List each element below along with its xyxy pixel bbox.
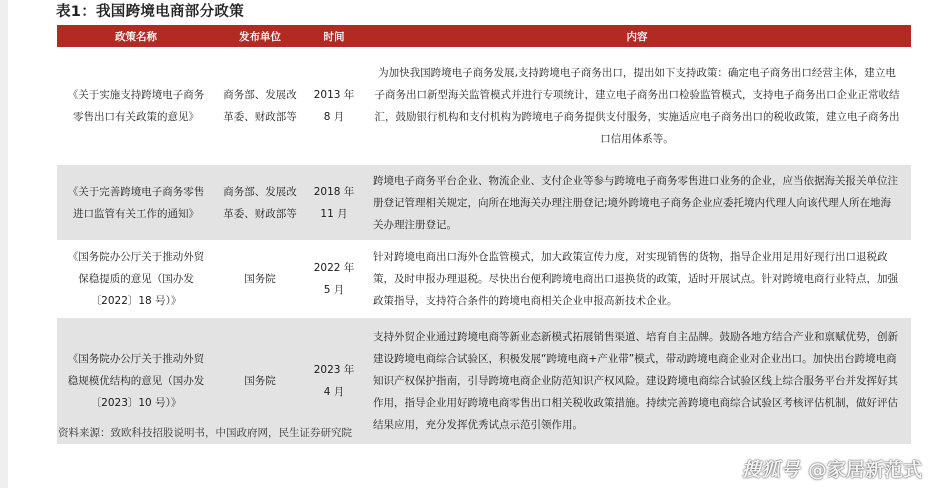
- policy-name-cell: 《国务院办公厅关于推动外贸保稳提质的意见（国办发〔2022〕18 号）》: [57, 241, 215, 318]
- policy-name-cell: 《国务院办公厅关于推动外贸稳规模优结构的意见（国办发〔2023〕10 号）》: [57, 318, 215, 445]
- watermark-logo: 搜狐号: [741, 458, 800, 481]
- policy-name-cell: 《关于实施支持跨境电子商务零售出口有关政策的意见》: [57, 47, 215, 165]
- watermark-account: @家居新范式: [807, 458, 922, 481]
- issuer-cell: 商务部、发展改革委、财政部等: [215, 165, 305, 241]
- policy-table-wrapper: [57, 25, 911, 445]
- content-cell: 支持外贸企业通过跨境电商等新业态新模式拓展销售渠道、培育自主品牌。鼓励各地方结合产业和禀赋优势，创新建设跨境电商综合试验区，积极发展“跨境电商+产业带”模式，带动跨境电商企业对企业出口。加快出台跨境电商知识产权保护指南，引导跨境电商企业防范知识产权风险。建设跨境电商综合试验区线上综合服务平台并发挥好其作用，指导企业用好跨境电商零售出口相关税收政策措施。持续完善跨境电商综合试验区考核评估机制，做好评估结果应用，充分发挥优秀试点示范引领作用。: [363, 318, 911, 445]
- table-row: [57, 241, 911, 318]
- table-header-row: [57, 25, 911, 47]
- issuer-cell: 国务院: [215, 318, 305, 445]
- header-content: 内容: [363, 25, 911, 47]
- header-issuer: 发布单位: [215, 25, 305, 47]
- issuer-cell: 商务部、发展改革委、财政部等: [215, 47, 305, 165]
- table-row: [57, 165, 911, 241]
- time-cell: 2022 年 5 月: [305, 241, 363, 318]
- time-cell: 2023 年 4 月: [305, 318, 363, 445]
- policy-name-cell: 《关于完善跨境电子商务零售进口监管有关工作的通知》: [57, 165, 215, 241]
- table-title: 表1：我国跨境电商部分政策: [56, 4, 244, 20]
- content-cell: 为加快我国跨境电子商务发展,支持跨境电子商务出口，提出如下支持政策：确定电子商务出口经营主体，建立电子商务出口新型海关监管模式并进行专项统计，建立电子商务出口检验监管模式，支持电子商务出口企业正常收结汇，鼓励银行机构和支付机构为跨境电子商务提供支付服务，实施适应电子商务出口的税收政策，建立电子商务出口信用体系等。: [363, 47, 911, 165]
- content-cell: 针对跨境电商出口海外仓监管模式，加大政策宣传力度，对实现销售的货物，指导企业用足用好现行出口退税政策，及时申报办理退税。尽快出台便利跨境电商出口退换货的政策，适时开展试点。针对跨境电商行业特点，加强政策指导，支持符合条件的跨境电商相关企业申报高新技术企业。: [363, 241, 911, 318]
- header-time: 时间: [305, 25, 363, 47]
- table-row: [57, 47, 911, 165]
- policy-table: [57, 25, 911, 445]
- source-note: 资料来源：致欧科技招股说明书，中国政府网，民生证券研究院: [58, 427, 352, 439]
- issuer-cell: 国务院: [215, 241, 305, 318]
- watermark: [741, 454, 922, 482]
- content-cell: 跨境电子商务平台企业、物流企业、支付企业等参与跨境电子商务零售进口业务的企业，应当依据海关报关单位注册登记管理相关规定，向所在地海关办理注册登记;境外跨境电子商务企业应委托境内代理人向该代理人所在地海关办理注册登记。: [363, 165, 911, 241]
- header-policy-name: 政策名称: [57, 25, 215, 47]
- time-cell: 2013 年 8 月: [305, 47, 363, 165]
- page-left-edge: [0, 0, 8, 488]
- time-cell: 2018 年 11 月: [305, 165, 363, 241]
